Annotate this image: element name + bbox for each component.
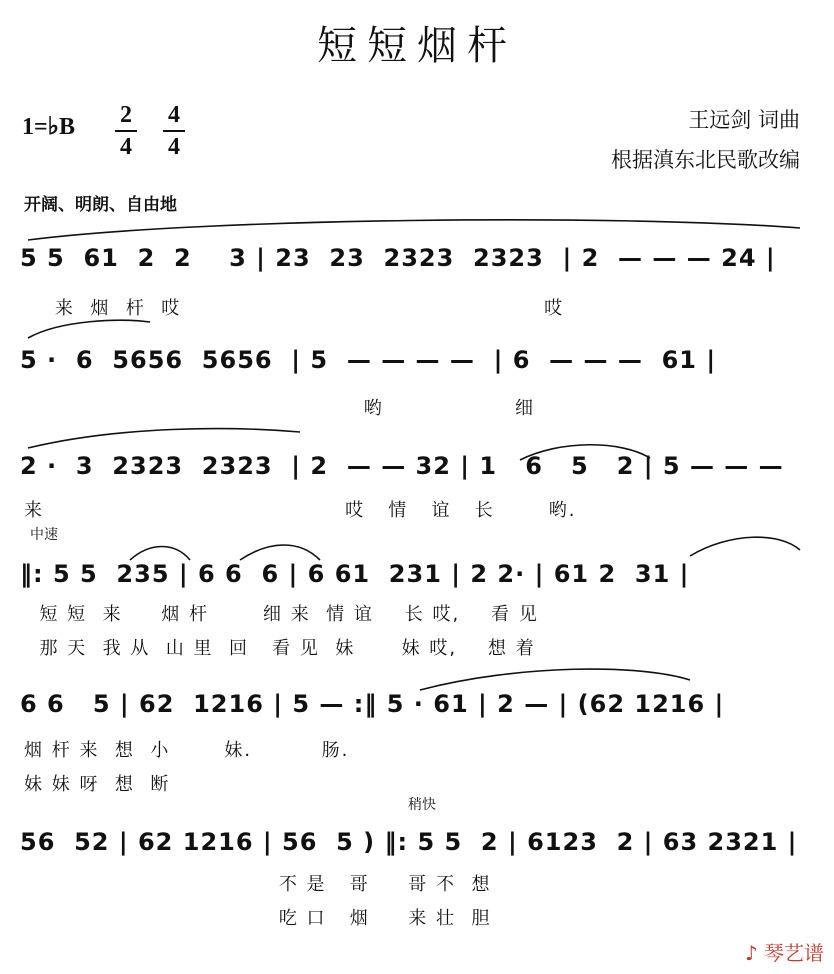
time-signature-2-top: 4 bbox=[168, 102, 180, 128]
lyrics-system-3-verse-1: 来 哎 情 谊 长 哟. bbox=[24, 500, 577, 521]
credit-source: 根据滇东北民歌改编 bbox=[611, 148, 800, 172]
notation-system-5: 6 6 5 | 62 1216 | 5 — :‖ 5 · 61 | 2 — | (62 1216 | bbox=[20, 690, 725, 718]
lyrics-system-4-verse-2: 那 天 我 从 山 里 回 看 见 妹 妹 哎, 想 着 bbox=[24, 638, 536, 659]
time-signature-1-top: 2 bbox=[120, 102, 132, 128]
lyrics-system-6-verse-2: 吃 口 烟 来 壮 胆 bbox=[24, 908, 492, 929]
lyrics-system-2-verse-1: 哟 细 bbox=[24, 398, 536, 419]
watermark-text: 琴艺谱 bbox=[764, 941, 824, 965]
lyrics-system-1-verse-1: 来 烟 杆 哎 哎 bbox=[24, 298, 565, 319]
notation-system-2: 5 · 6 5656 5656 | 5 — — — — | 6 — — — 61 | bbox=[20, 346, 717, 374]
tempo-mark-later: 稍快 bbox=[408, 797, 436, 813]
notation-system-1: 5 5 61 2 2 3 | 23 23 2323 2323 | 2 — — — 24 | bbox=[20, 244, 776, 272]
credit-author: 王远剑 词曲 bbox=[688, 108, 800, 132]
lyrics-system-6-verse-1: 不 是 哥 哥 不 想 bbox=[24, 874, 492, 895]
tempo-mark-mid: 中速 bbox=[30, 527, 58, 543]
time-signature-2-bottom: 4 bbox=[168, 134, 180, 160]
time-signature-1-bottom: 4 bbox=[120, 134, 132, 160]
watermark-logo bbox=[745, 937, 824, 966]
lyrics-system-5-verse-2: 妹 妹 呀 想 断 bbox=[24, 774, 171, 795]
key-signature: 1=♭B bbox=[22, 114, 76, 140]
watermark-icon: ♪ bbox=[744, 941, 758, 965]
notation-system-3: 2 · 3 2323 2323 | 2 — — 32 | 1 6 5 2 | 5 — — — bbox=[20, 452, 784, 480]
lyrics-system-5-verse-1: 烟 杆 来 想 小 妹. 肠. bbox=[24, 740, 350, 761]
notation-system-6: 56 52 | 62 1216 | 56 5 ) ‖: 5 5 2 | 6123 2 | 63 2321 | bbox=[20, 828, 798, 856]
tempo-mark-start: 开阔、明朗、自由地 bbox=[24, 195, 177, 215]
page-title: 短短烟杆 bbox=[317, 23, 517, 69]
lyrics-system-4-verse-1: 短 短 来 烟 杆 细 来 情 谊 长 哎, 看 见 bbox=[24, 604, 539, 625]
notation-system-4: ‖: 5 5 235 | 6 6 6 | 6 61 231 | 2 2· | 61 2 31 | bbox=[20, 560, 690, 588]
